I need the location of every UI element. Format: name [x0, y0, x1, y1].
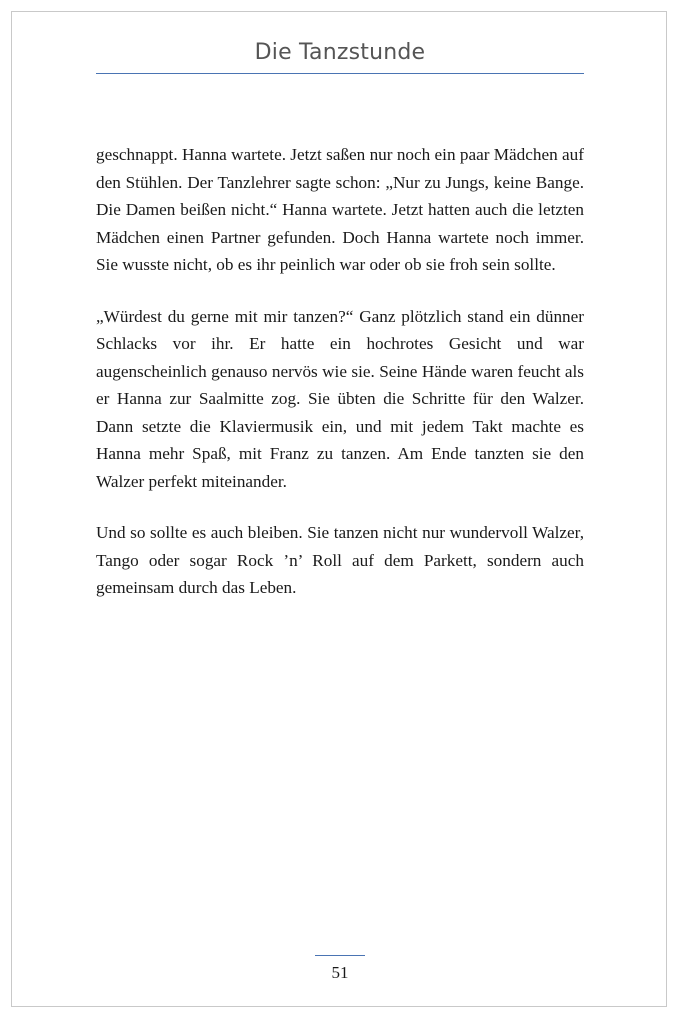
- footer-rule: [315, 955, 365, 956]
- header-rule: [96, 73, 584, 74]
- chapter-title: Die Tanzstunde: [254, 40, 426, 65]
- paragraph-1: geschnappt. Hanna wartete. Jetzt saßen nur noch ein paar Mädchen auf den Stühlen. Der Tanzlehrer sagte schon: „Nur zu Jungs, keine Bange. Die Damen beißen nicht.“ Hanna wartete. Jetzt hatten auch die letzten Mädchen einen Partner gefunden. Doch Hanna wartete noch immer. Sie wusste nicht, ob es ihr peinlich war oder ob sie froh sein sollte.: [96, 145, 584, 274]
- body-text: [96, 141, 584, 602]
- page-number: 51: [331, 963, 349, 982]
- paragraph-3: Und so sollte es auch bleiben. Sie tanzen nicht nur wundervoll Walzer, Tango oder sogar Rock ’n’ Roll auf dem Parkett, sondern auch gemeinsam durch das Leben.: [96, 523, 584, 597]
- paragraph-2: „Würdest du gerne mit mir tanzen?“ Ganz plötzlich stand ein dünner Schlacks vor ihr. Er hatte ein hochrotes Gesicht und war augenscheinlich genauso nervös wie sie. Seine Hände waren feucht als er Hanna zur Saalmitte zog. Sie übten die Schritte für den Walzer. Dann setzte die Klaviermusik ein, und mit jedem Takt machte es Hanna mehr Spaß, mit Franz zu tanzen. Am Ende tanzten sie den Walzer perfekt miteinander.: [96, 306, 584, 491]
- running-header: [96, 36, 584, 74]
